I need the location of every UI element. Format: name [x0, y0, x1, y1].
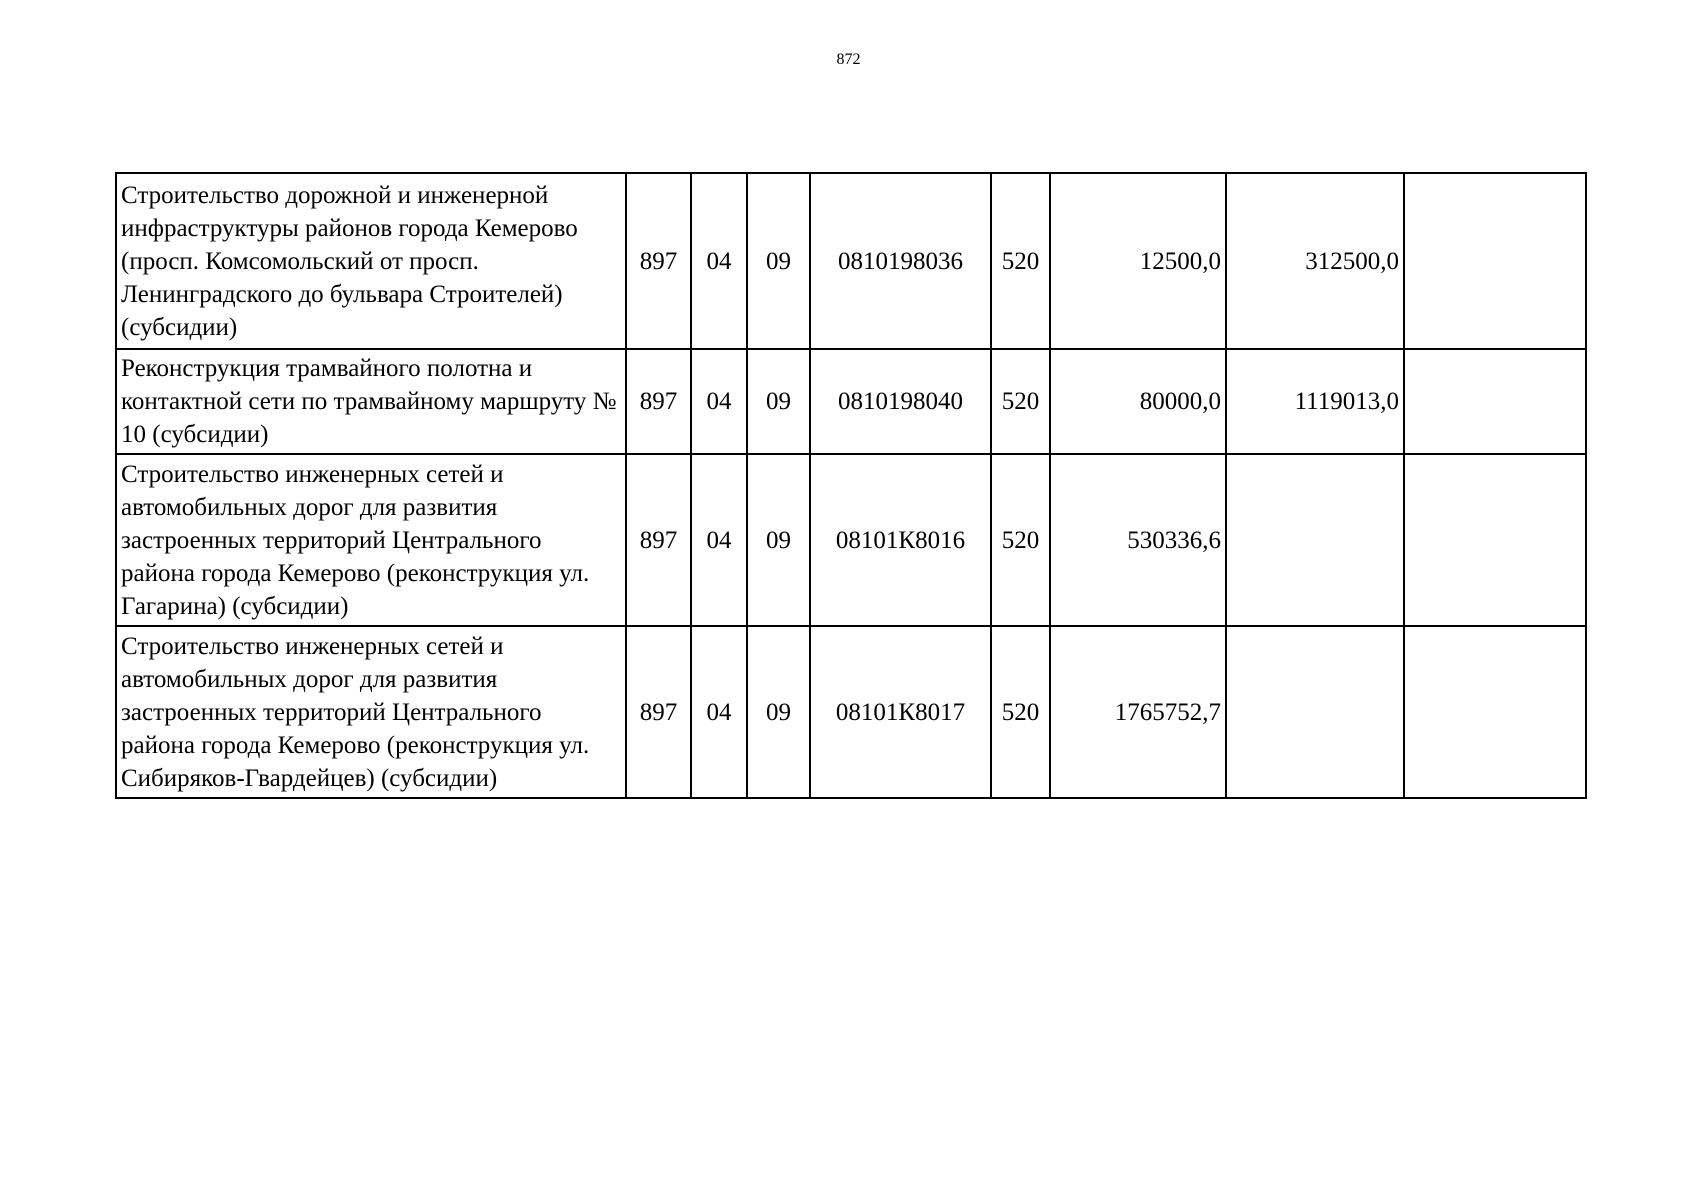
ministry-code-cell: 897 [626, 349, 691, 454]
row-name-cell: Строительство дорожной и инженерной инфраструктуры районов города Кемерово (просп. Комсомольский от просп. Ленинградского до бульвара Строителей) (субсидии) [116, 173, 626, 349]
section-code-cell: 04 [691, 454, 747, 626]
section-code-cell: 04 [691, 349, 747, 454]
amount-3-cell [1404, 349, 1586, 454]
amount-2-cell [1226, 454, 1404, 626]
amount-3-cell [1404, 173, 1586, 349]
amount-1-cell: 1765752,7 [1050, 626, 1226, 798]
expense-type-cell: 520 [991, 626, 1050, 798]
ministry-code-cell: 897 [626, 454, 691, 626]
row-name-cell: Реконструкция трамвайного полотна и контактной сети по трамвайному маршруту № 10 (субсидии) [116, 349, 626, 454]
subsection-code-cell: 09 [747, 626, 810, 798]
target-article-cell: 0810198036 [810, 173, 991, 349]
amount-3-cell [1404, 454, 1586, 626]
expense-type-cell: 520 [991, 349, 1050, 454]
expense-type-cell: 520 [991, 454, 1050, 626]
table-row [116, 626, 1586, 798]
ministry-code-cell: 897 [626, 173, 691, 349]
table-row [116, 454, 1586, 626]
budget-table [115, 172, 1587, 799]
row-name-cell: Строительство инженерных сетей и автомобильных дорог для развития застроенных территорий Центрального района города Кемерово (реконструкция ул. Сибиряков-Гвардейцев) (субсидии) [116, 626, 626, 798]
page-number: 872 [836, 51, 861, 68]
subsection-code-cell: 09 [747, 349, 810, 454]
ministry-code-cell: 897 [626, 626, 691, 798]
target-article-cell: 0810198040 [810, 349, 991, 454]
table-row [116, 349, 1586, 454]
section-code-cell: 04 [691, 173, 747, 349]
target-article-cell: 08101К8016 [810, 454, 991, 626]
amount-2-cell [1226, 626, 1404, 798]
subsection-code-cell: 09 [747, 173, 810, 349]
table-row [116, 173, 1586, 349]
amount-3-cell [1404, 626, 1586, 798]
subsection-code-cell: 09 [747, 454, 810, 626]
row-name-cell: Строительство инженерных сетей и автомобильных дорог для развития застроенных территорий Центрального района города Кемерово (реконструкция ул. Гагарина) (субсидии) [116, 454, 626, 626]
amount-1-cell: 530336,6 [1050, 454, 1226, 626]
section-code-cell: 04 [691, 626, 747, 798]
expense-type-cell: 520 [991, 173, 1050, 349]
amount-2-cell: 1119013,0 [1226, 349, 1404, 454]
target-article-cell: 08101К8017 [810, 626, 991, 798]
amount-1-cell: 80000,0 [1050, 349, 1226, 454]
amount-2-cell: 312500,0 [1226, 173, 1404, 349]
amount-1-cell: 12500,0 [1050, 173, 1226, 349]
